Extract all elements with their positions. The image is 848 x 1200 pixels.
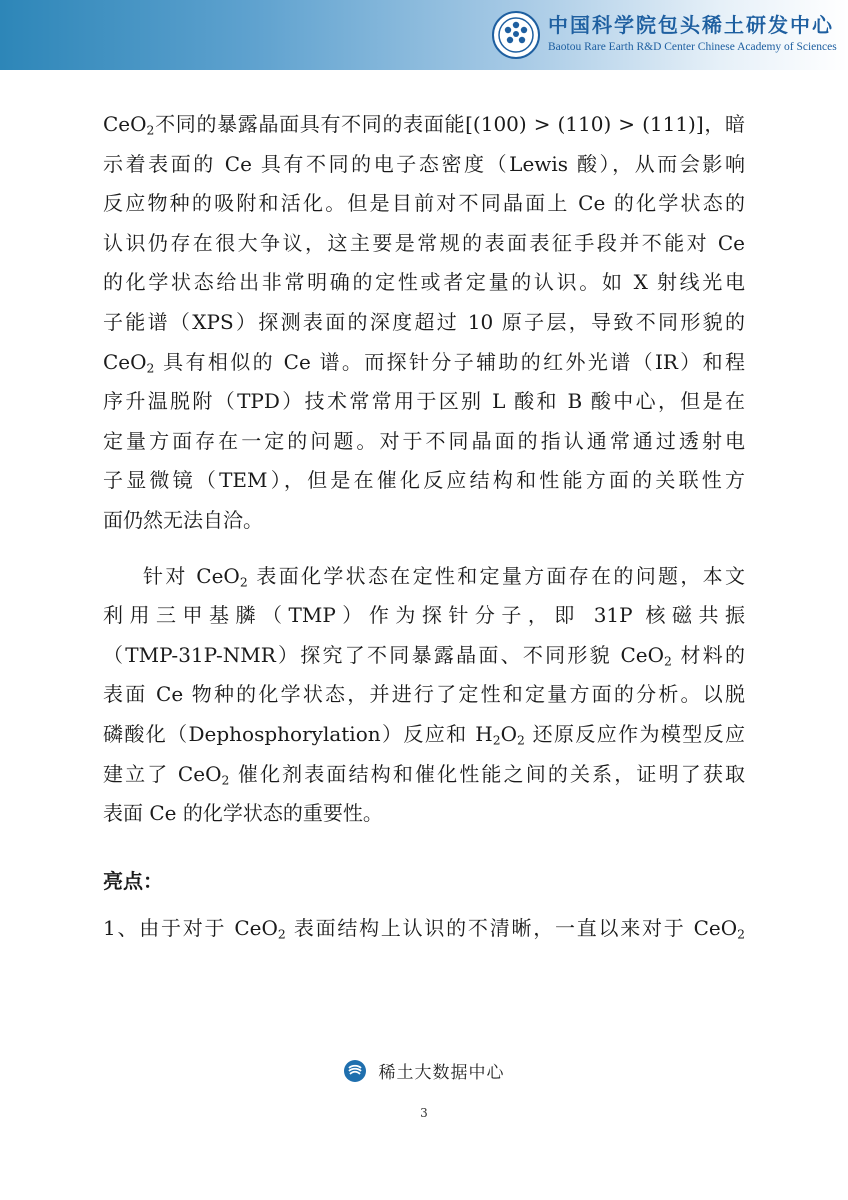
text-line: 建立了 CeO$_2$ 催化剂表面结构和催化性能之间的关系，证明了获取 bbox=[103, 761, 745, 787]
text-line: 认识仍存在很大争议，这主要是常规的表面表征手段并不能对 Ce bbox=[103, 230, 745, 255]
footer-brand-row bbox=[0, 1058, 848, 1086]
text-line: CeO$_2$ 具有相似的 Ce 谱。而探针分子辅助的红外光谱（IR）和程 bbox=[103, 349, 745, 376]
document-body bbox=[103, 105, 745, 949]
text-line: 示着表面的 Ce 具有不同的电子态密度（Lewis 酸），从而会影响 bbox=[103, 151, 745, 176]
rare-earth-data-logo-icon bbox=[343, 1059, 367, 1083]
text-line: （TMP-31P-NMR）探究了不同暴露晶面、不同形貌 CeO$_2$ 材料的 bbox=[103, 642, 745, 669]
footer-brand-name: 稀土大数据中心 bbox=[378, 1063, 505, 1083]
paragraph-2 bbox=[103, 557, 745, 834]
text-line: 1、由于对于 CeO$_2$ 表面结构上认识的不清晰，一直以来对于 CeO$_2$ bbox=[103, 916, 746, 942]
text-line: 的化学状态给出非常明确的定性或者定量的认识。如 X 射线光电 bbox=[103, 270, 745, 295]
highlights-heading: 亮点： bbox=[103, 868, 163, 893]
cas-emblem-icon bbox=[492, 11, 540, 59]
paragraph-1 bbox=[103, 105, 745, 541]
text-line: 定量方面存在一定的问题。对于不同晶面的指认通常通过透射电 bbox=[103, 428, 745, 453]
page-number: 3 bbox=[420, 1106, 428, 1120]
text-line: 利用三甲基膦（TMP）作为探针分子，即 31P 核磁共振 bbox=[103, 603, 745, 628]
text-line: CeO$_2$不同的暴露晶面具有不同的表面能[(100) > (110) > (111)]，暗 bbox=[103, 112, 745, 138]
org-name-en: Baotou Rare Earth R&D Center Chinese Academy of Sciences bbox=[548, 41, 837, 53]
text-line: 子能谱（XPS）探测表面的深度超过 10 原子层，导致不同形貌的 bbox=[103, 309, 745, 334]
text-line: 子显微镜（TEM），但是在催化反应结构和性能方面的关联性方 bbox=[103, 468, 745, 493]
text-line: 磷酸化（Dephosphorylation）反应和 $H_2O_2$ 还原反应作为模型反应 bbox=[103, 721, 745, 748]
text-line: 面仍然无法自洽。 bbox=[103, 507, 263, 532]
text-line: 针对 CeO$_2$ 表面化学状态在定性和定量方面存在的问题，本文 bbox=[143, 563, 745, 589]
org-name-cn: 中国科学院包头稀土研发中心 bbox=[548, 13, 834, 37]
text-line: 反应物种的吸附和活化。但是目前对不同晶面上 Ce 的化学状态的 bbox=[103, 191, 745, 216]
highlight-item-1 bbox=[103, 909, 745, 949]
text-line: 序升温脱附（TPD）技术常常用于区别 L 酸和 B 酸中心，但是在 bbox=[103, 389, 745, 414]
text-line: 表面 Ce 物种的化学状态，并进行了定性和定量方面的分析。以脱 bbox=[103, 682, 745, 707]
header-titles bbox=[548, 13, 844, 55]
text-line: 表面 Ce 的化学状态的重要性。 bbox=[103, 801, 383, 826]
